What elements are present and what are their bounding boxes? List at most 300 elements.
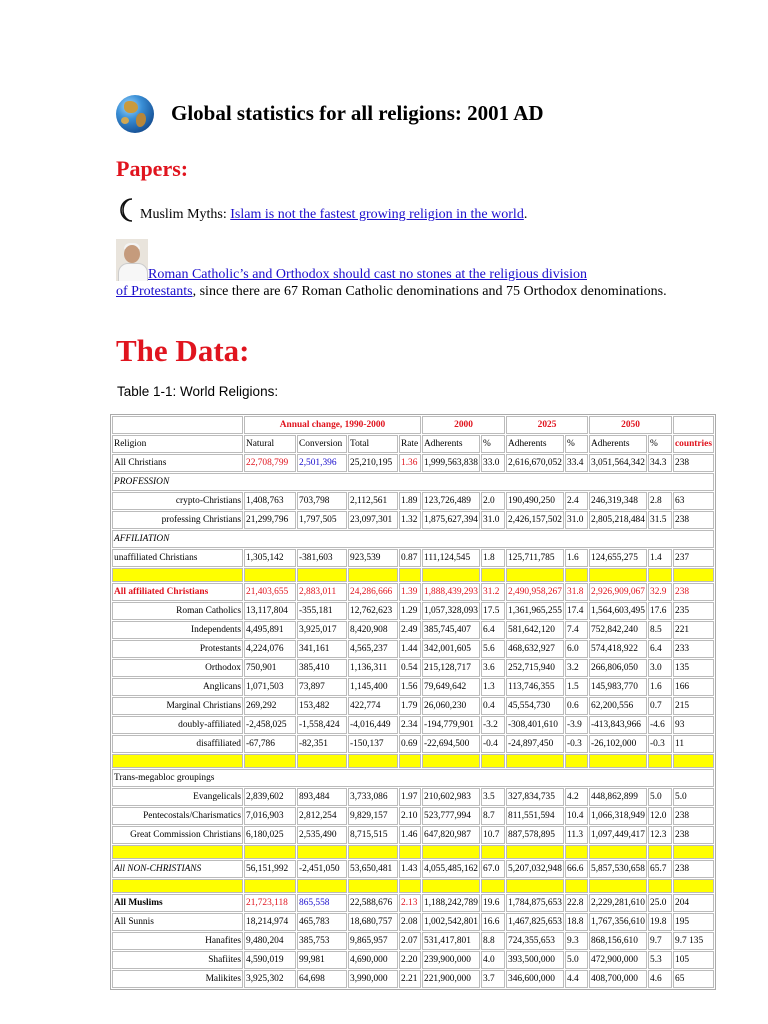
highlight-cell [244, 568, 296, 582]
table-cell: 6,180,025 [244, 826, 296, 844]
table-cell: 4.2 [565, 788, 588, 806]
table-cell: -2,458,025 [244, 716, 296, 734]
table-cell: 9.7 135 [673, 932, 714, 950]
highlight-cell [673, 845, 714, 859]
row-label: All affiliated Christians [112, 583, 243, 601]
table-row [112, 879, 714, 893]
highlight-cell [112, 754, 243, 768]
table-cell: 868,156,610 [589, 932, 647, 950]
table-cell: 65.7 [648, 860, 672, 878]
highlight-cell [422, 845, 480, 859]
table-cell: 0.87 [399, 549, 421, 567]
table-cell: 750,901 [244, 659, 296, 677]
table-cell: 2.49 [399, 621, 421, 639]
col-header: % [565, 435, 588, 453]
highlight-cell [348, 879, 398, 893]
table-cell: 5,207,032,948 [506, 860, 564, 878]
col-header: Natural [244, 435, 296, 453]
table-cell: 210,602,983 [422, 788, 480, 806]
highlight-cell [244, 754, 296, 768]
table-cell: -194,779,901 [422, 716, 480, 734]
table-cell: 22,588,676 [348, 894, 398, 912]
table-cell: 18,214,974 [244, 913, 296, 931]
religions-table [110, 414, 716, 990]
col-header: % [648, 435, 672, 453]
table-cell: 238 [673, 511, 714, 529]
table-cell: 2.13 [399, 894, 421, 912]
table-cell: 3.2 [565, 659, 588, 677]
table-row [112, 511, 714, 529]
table-cell: 1.43 [399, 860, 421, 878]
table-cell: 4.4 [565, 970, 588, 988]
table-cell: 18,680,757 [348, 913, 398, 931]
table-cell: 33.4 [565, 454, 588, 472]
table-cell: -0.3 [565, 735, 588, 753]
row-label: Roman Catholics [112, 602, 243, 620]
papers-heading: Papers: [116, 156, 189, 181]
protestants-link[interactable]: of Protestants [116, 284, 193, 299]
table-cell: -24,897,450 [506, 735, 564, 753]
section-label: Trans-megabloc groupings [112, 769, 714, 787]
table-row [112, 860, 714, 878]
table-cell: 1,188,242,789 [422, 894, 480, 912]
table-cell: 5,857,530,658 [589, 860, 647, 878]
table-cell: 1,066,318,949 [589, 807, 647, 825]
table-cell: 8.8 [481, 932, 505, 950]
table-cell: 893,484 [297, 788, 347, 806]
table-row [112, 735, 714, 753]
table-row [112, 807, 714, 825]
group-header-row [112, 416, 714, 434]
table-cell: 22.8 [565, 894, 588, 912]
table-cell: 239,900,000 [422, 951, 480, 969]
highlight-cell [589, 845, 647, 859]
table-cell: 31.8 [565, 583, 588, 601]
table-cell: 3.6 [481, 659, 505, 677]
table-cell: 235 [673, 602, 714, 620]
table-cell: 468,632,927 [506, 640, 564, 658]
table-cell: 66.6 [565, 860, 588, 878]
table-cell: 9,829,157 [348, 807, 398, 825]
highlight-cell [297, 845, 347, 859]
table-cell: 2.08 [399, 913, 421, 931]
table-cell: -22,694,500 [422, 735, 480, 753]
catholic-suffix: , since there are 67 Roman Catholic denominations and 75 Orthodox denominations. [192, 284, 667, 299]
table-row [112, 697, 714, 715]
table-cell: 1,797,505 [297, 511, 347, 529]
highlight-cell [297, 879, 347, 893]
data-heading: The Data: [116, 333, 250, 368]
table-cell: -355,181 [297, 602, 347, 620]
table-row [112, 769, 714, 787]
table-cell: 1.46 [399, 826, 421, 844]
table-row [112, 602, 714, 620]
highlight-cell [422, 754, 480, 768]
table-cell: 11.3 [565, 826, 588, 844]
religions-table-body [112, 416, 714, 988]
table-cell: 238 [673, 583, 714, 601]
table-cell: 135 [673, 659, 714, 677]
table-cell: 647,820,987 [422, 826, 480, 844]
row-label: All Christians [112, 454, 243, 472]
row-label: Independents [112, 621, 243, 639]
table-row [112, 894, 714, 912]
highlight-cell [648, 568, 672, 582]
table-cell: 17.5 [481, 602, 505, 620]
table-cell: 1,136,311 [348, 659, 398, 677]
table-row [112, 970, 714, 988]
table-cell: 9,480,204 [244, 932, 296, 950]
table-cell: 385,410 [297, 659, 347, 677]
table-cell: 12,762,623 [348, 602, 398, 620]
table-row [112, 913, 714, 931]
table-cell: -4.6 [648, 716, 672, 734]
table-row [112, 530, 714, 548]
table-row [112, 473, 714, 491]
highlight-cell [348, 754, 398, 768]
table-cell: 865,558 [297, 894, 347, 912]
table-cell: 1,361,965,255 [506, 602, 564, 620]
table-cell: 4,495,891 [244, 621, 296, 639]
table-cell: -3.9 [565, 716, 588, 734]
row-label: All Muslims [112, 894, 243, 912]
row-label: Anglicans [112, 678, 243, 696]
highlight-cell [481, 568, 505, 582]
highlight-cell [244, 845, 296, 859]
table-cell: 99,981 [297, 951, 347, 969]
table-cell: 1.6 [648, 678, 672, 696]
table-cell: 124,655,275 [589, 549, 647, 567]
table-cell: 6.4 [648, 640, 672, 658]
table-cell: 65 [673, 970, 714, 988]
table-cell: -2,451,050 [297, 860, 347, 878]
table-row [112, 678, 714, 696]
table-cell: 16.6 [481, 913, 505, 931]
highlight-cell [673, 754, 714, 768]
highlight-cell [422, 879, 480, 893]
table-cell: 11 [673, 735, 714, 753]
table-cell: 34.3 [648, 454, 672, 472]
table-cell: 1,071,503 [244, 678, 296, 696]
highlight-cell [565, 879, 588, 893]
table-cell: 1.6 [565, 549, 588, 567]
table-cell: 145,983,770 [589, 678, 647, 696]
table-cell: 1.56 [399, 678, 421, 696]
row-label: disaffiliated [112, 735, 243, 753]
table-cell: 1,767,356,610 [589, 913, 647, 931]
table-cell: 1,145,400 [348, 678, 398, 696]
table-cell: 408,700,000 [589, 970, 647, 988]
table-cell: 1.8 [481, 549, 505, 567]
table-cell: 33.0 [481, 454, 505, 472]
table-cell: 531,417,801 [422, 932, 480, 950]
table-cell: 2.8 [648, 492, 672, 510]
table-cell: 1,784,875,653 [506, 894, 564, 912]
highlight-cell [506, 845, 564, 859]
table-cell: 3,925,017 [297, 621, 347, 639]
table-cell: 1.5 [565, 678, 588, 696]
table-cell: 166 [673, 678, 714, 696]
table-cell: 2.34 [399, 716, 421, 734]
group-header-annual: Annual change, 1990-2000 [244, 416, 421, 434]
table-cell: 18.8 [565, 913, 588, 931]
group-header-2025: 2025 [506, 416, 588, 434]
highlight-cell [648, 754, 672, 768]
table-row [112, 932, 714, 950]
table-row [112, 621, 714, 639]
catholic-paragraph [116, 266, 676, 300]
table-cell: 195 [673, 913, 714, 931]
column-header-row [112, 435, 714, 453]
page-title: Global statistics for all religions: 2001 AD [171, 101, 544, 125]
crescent-moon-icon [116, 197, 142, 223]
col-header: Adherents [589, 435, 647, 453]
table-cell: 811,551,594 [506, 807, 564, 825]
table-cell: 21,723,118 [244, 894, 296, 912]
table-cell: 342,001,605 [422, 640, 480, 658]
col-header-countries: countries [673, 435, 714, 453]
table-cell: 12.0 [648, 807, 672, 825]
table-cell: 8.7 [481, 807, 505, 825]
table-cell: 385,745,407 [422, 621, 480, 639]
table-cell: 5.3 [648, 951, 672, 969]
catholic-orthodox-link[interactable]: Roman Catholic’s and Orthodox should cast no stones at the religious division [148, 267, 588, 282]
table-cell: 2,839,602 [244, 788, 296, 806]
table-cell: 2,112,561 [348, 492, 398, 510]
group-header-2000: 2000 [422, 416, 505, 434]
table-cell: 1.97 [399, 788, 421, 806]
table-cell: 1.39 [399, 583, 421, 601]
table-cell: 17.6 [648, 602, 672, 620]
islam-growth-link[interactable]: Islam is not the fastest growing religion in the world [230, 207, 524, 222]
table-cell: 887,578,895 [506, 826, 564, 844]
table-cell: 125,711,785 [506, 549, 564, 567]
table-cell: 1.89 [399, 492, 421, 510]
col-header: % [481, 435, 505, 453]
table-cell: 31.2 [481, 583, 505, 601]
table-cell: 9.7 [648, 932, 672, 950]
row-label: All Sunnis [112, 913, 243, 931]
table-cell: 73,897 [297, 678, 347, 696]
table-cell: 1,999,563,838 [422, 454, 480, 472]
table-cell: 221 [673, 621, 714, 639]
table-cell: 79,649,642 [422, 678, 480, 696]
highlight-cell [589, 879, 647, 893]
table-cell: 0.4 [481, 697, 505, 715]
highlight-cell [565, 754, 588, 768]
row-label: Evangelicals [112, 788, 243, 806]
row-label: Malikites [112, 970, 243, 988]
table-cell: 2.0 [481, 492, 505, 510]
table-cell: 1,002,542,801 [422, 913, 480, 931]
table-cell: -413,843,966 [589, 716, 647, 734]
table-row [112, 549, 714, 567]
table-row [112, 640, 714, 658]
table-cell: 523,777,994 [422, 807, 480, 825]
table-cell: 12.3 [648, 826, 672, 844]
highlight-cell [244, 879, 296, 893]
table-caption: Table 1-1: World Religions: [117, 384, 279, 399]
row-label: crypto-Christians [112, 492, 243, 510]
table-cell: 465,783 [297, 913, 347, 931]
table-cell: 246,319,348 [589, 492, 647, 510]
table-cell: 4.0 [481, 951, 505, 969]
table-cell: 1.32 [399, 511, 421, 529]
table-cell: 3.7 [481, 970, 505, 988]
col-header: Adherents [422, 435, 480, 453]
table-cell: 422,774 [348, 697, 398, 715]
highlight-cell [589, 568, 647, 582]
table-cell: 3,925,302 [244, 970, 296, 988]
table-row [112, 568, 714, 582]
table-cell: 1.79 [399, 697, 421, 715]
table-cell: 2,535,490 [297, 826, 347, 844]
table-cell: 341,161 [297, 640, 347, 658]
table-cell: 752,842,240 [589, 621, 647, 639]
row-label: Protestants [112, 640, 243, 658]
table-cell: 237 [673, 549, 714, 567]
table-cell: 45,554,730 [506, 697, 564, 715]
table-cell: 62,200,556 [589, 697, 647, 715]
highlight-cell [648, 879, 672, 893]
table-row [112, 659, 714, 677]
table-cell: 703,798 [297, 492, 347, 510]
table-cell: -308,401,610 [506, 716, 564, 734]
table-cell: 5.6 [481, 640, 505, 658]
table-cell: 574,418,922 [589, 640, 647, 658]
table-cell: 724,355,653 [506, 932, 564, 950]
table-cell: 31.0 [481, 511, 505, 529]
table-cell: 252,715,940 [506, 659, 564, 677]
table-cell: -381,603 [297, 549, 347, 567]
table-cell: 238 [673, 454, 714, 472]
table-cell: 0.54 [399, 659, 421, 677]
col-header: Total [348, 435, 398, 453]
highlight-cell [506, 568, 564, 582]
table-cell: 53,650,481 [348, 860, 398, 878]
table-cell: 22,708,799 [244, 454, 296, 472]
table-cell: 19.6 [481, 894, 505, 912]
table-row [112, 454, 714, 472]
table-row [112, 845, 714, 859]
highlight-cell [673, 568, 714, 582]
group-header-2050: 2050 [589, 416, 672, 434]
table-cell: 190,490,250 [506, 492, 564, 510]
table-cell: 3,733,086 [348, 788, 398, 806]
highlight-cell [399, 845, 421, 859]
highlight-cell [481, 845, 505, 859]
table-cell: 0.6 [565, 697, 588, 715]
highlight-cell [506, 879, 564, 893]
table-cell: 67.0 [481, 860, 505, 878]
table-cell: 266,806,050 [589, 659, 647, 677]
row-label: Orthodox [112, 659, 243, 677]
group-header-blank [112, 416, 243, 434]
table-cell: 9,865,957 [348, 932, 398, 950]
table-cell: 5.0 [648, 788, 672, 806]
table-cell: 393,500,000 [506, 951, 564, 969]
table-cell: 2,926,909,067 [589, 583, 647, 601]
table-row [112, 826, 714, 844]
highlight-cell [673, 879, 714, 893]
highlight-cell [112, 879, 243, 893]
table-cell: 2.21 [399, 970, 421, 988]
table-cell: 17.4 [565, 602, 588, 620]
highlight-cell [297, 568, 347, 582]
table-cell: 6.0 [565, 640, 588, 658]
table-cell: 2.4 [565, 492, 588, 510]
highlight-cell [506, 754, 564, 768]
table-cell: 24,286,666 [348, 583, 398, 601]
highlight-cell [481, 754, 505, 768]
table-cell: 327,834,735 [506, 788, 564, 806]
highlight-cell [399, 568, 421, 582]
table-cell: 4.6 [648, 970, 672, 988]
table-cell: 9.3 [565, 932, 588, 950]
row-label: Great Commission Christians [112, 826, 243, 844]
table-cell: 238 [673, 826, 714, 844]
table-cell: -1,558,424 [297, 716, 347, 734]
highlight-cell [565, 568, 588, 582]
religions-table-wrap [110, 414, 716, 990]
table-cell: 0.69 [399, 735, 421, 753]
row-label: Hanafites [112, 932, 243, 950]
table-cell: 113,746,355 [506, 678, 564, 696]
table-cell: 1,888,439,293 [422, 583, 480, 601]
table-cell: -67,786 [244, 735, 296, 753]
table-cell: 8.5 [648, 621, 672, 639]
table-cell: 1,467,825,653 [506, 913, 564, 931]
table-cell: -0.3 [648, 735, 672, 753]
table-cell: 25,210,195 [348, 454, 398, 472]
table-cell: 233 [673, 640, 714, 658]
table-cell: 1.29 [399, 602, 421, 620]
table-cell: 4,565,237 [348, 640, 398, 658]
group-header-blank-end [673, 416, 714, 434]
table-cell: 1.3 [481, 678, 505, 696]
highlight-cell [565, 845, 588, 859]
table-cell: 4,055,485,162 [422, 860, 480, 878]
table-cell: 26,060,230 [422, 697, 480, 715]
highlight-cell [399, 879, 421, 893]
table-row [112, 951, 714, 969]
table-cell: 2.20 [399, 951, 421, 969]
row-label: Shafiites [112, 951, 243, 969]
table-cell: 8,715,515 [348, 826, 398, 844]
table-cell: -26,102,000 [589, 735, 647, 753]
table-cell: 1.4 [648, 549, 672, 567]
table-cell: 7,016,903 [244, 807, 296, 825]
table-cell: 204 [673, 894, 714, 912]
table-cell: 238 [673, 807, 714, 825]
table-cell: 31.0 [565, 511, 588, 529]
table-cell: 105 [673, 951, 714, 969]
table-cell: 123,726,489 [422, 492, 480, 510]
table-row [112, 583, 714, 601]
col-header: Adherents [506, 435, 564, 453]
table-cell: -150,137 [348, 735, 398, 753]
highlight-cell [481, 879, 505, 893]
table-cell: 581,642,120 [506, 621, 564, 639]
table-cell: 3.5 [481, 788, 505, 806]
table-cell: 3,051,564,342 [589, 454, 647, 472]
table-cell: 2,229,281,610 [589, 894, 647, 912]
section-label: AFFILIATION [112, 530, 714, 548]
table-cell: 1,057,328,093 [422, 602, 480, 620]
table-cell: 21,299,796 [244, 511, 296, 529]
table-cell: -3.2 [481, 716, 505, 734]
table-cell: 111,124,545 [422, 549, 480, 567]
